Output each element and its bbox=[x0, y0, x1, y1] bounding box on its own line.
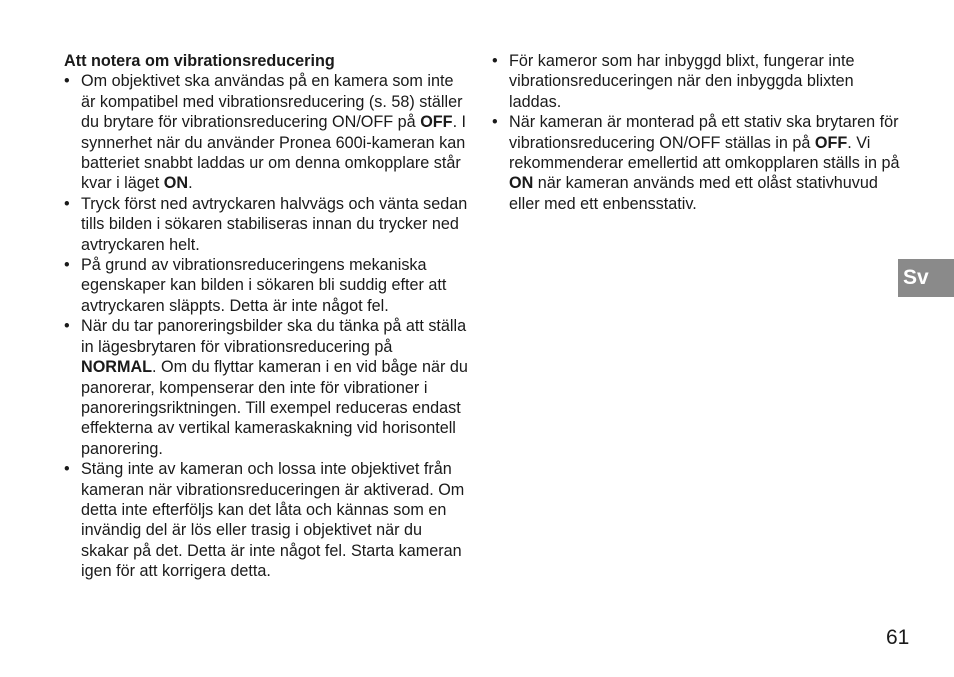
left-bullet-list bbox=[64, 71, 472, 581]
list-item bbox=[64, 459, 472, 581]
list-item bbox=[492, 51, 902, 112]
item-text: . bbox=[188, 174, 193, 193]
bullet-icon: • bbox=[492, 113, 498, 132]
bold-setting-text: OFF bbox=[814, 133, 848, 152]
list-item bbox=[492, 112, 902, 214]
left-column bbox=[64, 51, 472, 582]
language-tab: Sv bbox=[898, 259, 954, 297]
item-text: På grund av vibrationsreduceringens mekaniska egenskaper kan bilden i sökaren bli suddig efter att avtryckaren släppts. Detta är inte något fel. bbox=[81, 256, 447, 315]
item-text: När du tar panoreringsbilder ska du tänka på att ställa in lägesbrytaren för vibrationsreducering på bbox=[81, 317, 467, 356]
list-item bbox=[64, 255, 472, 316]
item-text: Stäng inte av kameran och lossa inte objektivet från kameran när vibrationsreduceringen är aktiverad. Om detta inte efterföljs kan det låta och kännas som en invändig del är lös eller trasig i objektivet när du skakar på det. Detta är inte något fel. Starta kameran igen för att korrigera detta. bbox=[81, 460, 465, 581]
bullet-icon: • bbox=[64, 72, 70, 91]
bold-setting-text: NORMAL bbox=[81, 358, 153, 377]
bullet-icon: • bbox=[64, 317, 70, 336]
list-item bbox=[64, 316, 472, 459]
bullet-icon: • bbox=[64, 194, 70, 213]
right-column bbox=[492, 51, 902, 214]
list-item bbox=[64, 194, 472, 255]
item-text: Tryck först ned avtryckaren halvvägs och vänta sedan tills bilden i sökaren stabiliseras innan du trycker ned avtryckaren helt. bbox=[81, 194, 468, 254]
bullet-icon: • bbox=[64, 460, 70, 479]
item-text: . Vi rekommenderar emellertid att omkopplaren ställs in på bbox=[509, 133, 900, 173]
item-text: . I synnerhet när du använder Pronea 600i-kameran kan batteriet snabbt laddas ur om denna omkopplare står kvar i läget bbox=[81, 113, 467, 193]
bullet-icon: • bbox=[492, 52, 498, 70]
item-text: . Om du flyttar kameran i en vid båge när du panorerar, kompenserar den inte för vibrationer i panoreringsriktningen. Till exempel reduceras endast effekterna av vertikal kameraskakning vid horisontell panorering. bbox=[81, 358, 468, 458]
bullet-icon: • bbox=[64, 256, 70, 275]
right-bullet-list bbox=[492, 51, 902, 214]
item-text: För kameror som har inbyggd blixt, fungerar inte vibrationsreduceringen när den inbyggda blixten laddas. bbox=[509, 52, 855, 111]
bold-setting-text: OFF bbox=[420, 113, 453, 132]
bold-setting-text: ON bbox=[509, 174, 534, 193]
item-text: När kameran är monterad på ett stativ ska brytaren för vibrationsreducering ON/OFF ställas in på bbox=[509, 113, 899, 152]
bold-setting-text: ON bbox=[163, 174, 189, 193]
page-number: 61 bbox=[886, 626, 910, 649]
item-text: Om objektivet ska användas på en kamera som inte är kompatibel med vibrationsreducering (s. 58) ställer du brytare för vibrationsreducering ON/OFF på bbox=[81, 72, 463, 132]
item-text: när kameran används med ett olåst stativhuvud eller med ett enbensstativ. bbox=[509, 174, 878, 213]
list-item bbox=[64, 71, 472, 193]
section-heading: Att notera om vibrationsreducering bbox=[64, 52, 335, 70]
